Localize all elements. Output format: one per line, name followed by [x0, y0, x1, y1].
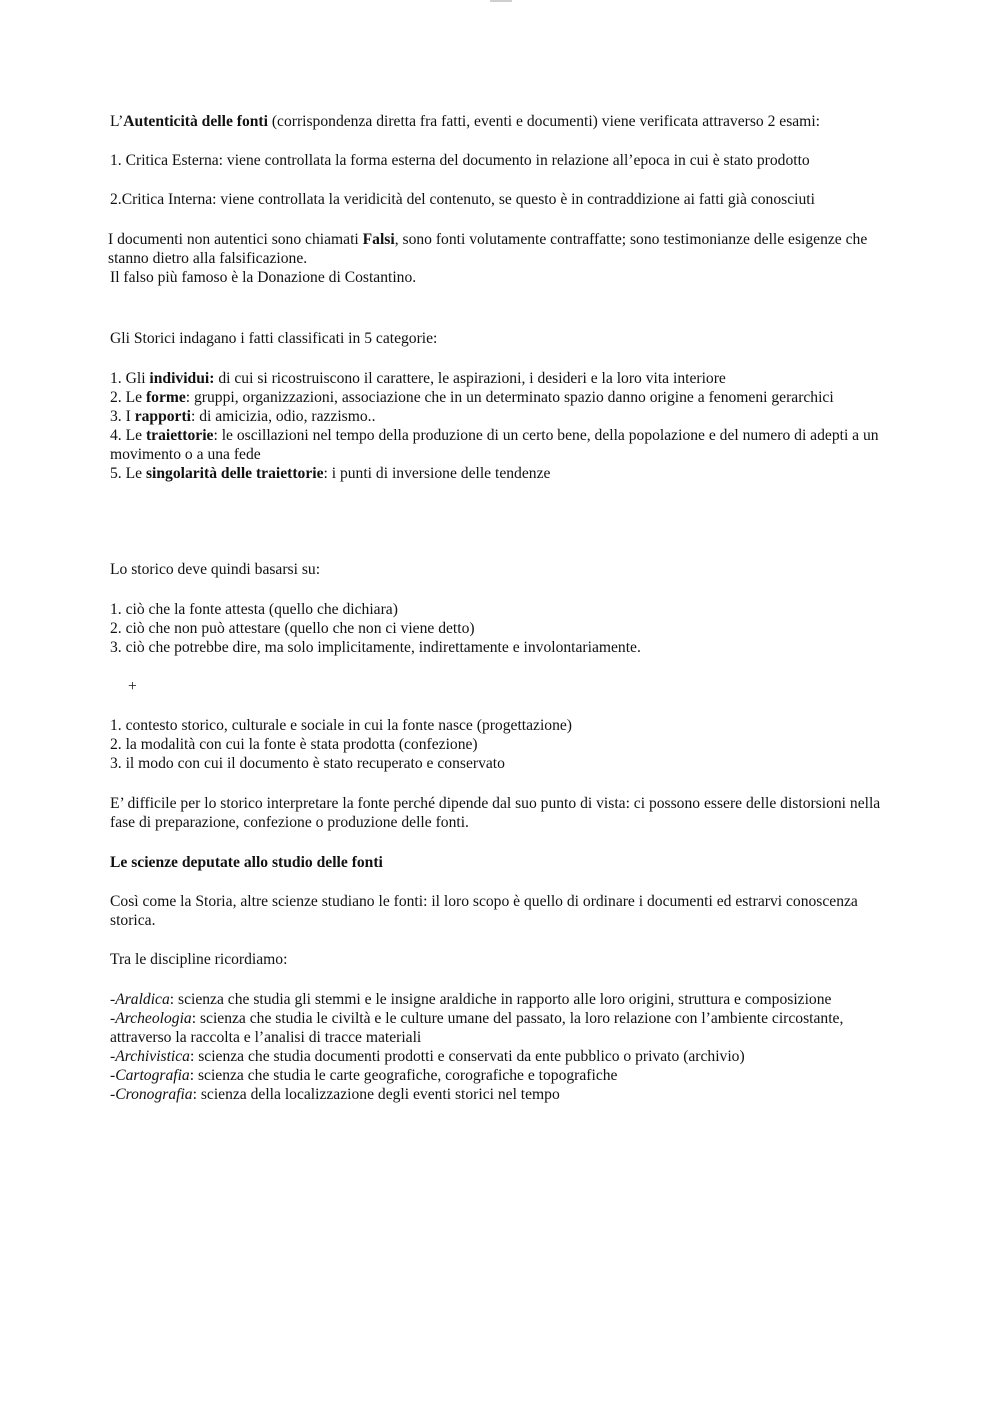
cosi-paragraph: Così come la Storia, altre scienze studiano le fonti: il loro scopo è quello di ordinare i documenti ed estrarvi conoscenza storica.: [110, 893, 858, 929]
difficile-paragraph: E’ difficile per lo storico interpretare la fonte perché dipende dal suo punto di vista: ci possono essere delle distorsioni nella fase di preparazione, confezione o produzione delle fonti.: [110, 795, 881, 831]
list-item: 2. la modalità con cui la fonte è stata prodotta (confezione): [110, 736, 478, 753]
category-item: 1. Gli individui: di cui si ricostruiscono il carattere, le aspirazioni, i desideri e la loro vita interiore: [110, 370, 726, 387]
critica-interna-paragraph: 2.Critica Interna: viene controllata la veridicità del contenuto, se questo è in contraddizione ai fatti già conosciuti: [110, 191, 815, 208]
list-item: 3. il modo con cui il documento è stato recuperato e conservato: [110, 755, 505, 772]
category-item: 3. I rapporti: di amicizia, odio, razzismo..: [110, 408, 376, 425]
category-item: 4. Le traiettorie: le oscillazioni nel tempo della produzione di un certo bene, della popolazione e del numero di adepti a un movimento o a una fede: [110, 427, 879, 463]
category-item: 5. Le singolarità delle traiettorie: i punti di inversione delle tendenze: [110, 465, 551, 482]
discipline-item: -Archeologia: scienza che studia le civiltà e le culture umane del passato, la loro relazione con l’ambiente circostante, attraverso la raccolta e l’analisi di tracce materiali: [110, 1010, 844, 1046]
discipline-intro: Tra le discipline ricordiamo:: [110, 951, 288, 968]
donazione-line: Il falso più famoso è la Donazione di Costantino.: [110, 269, 417, 286]
list-item: 2. ciò che non può attestare (quello che non ci viene detto): [110, 620, 475, 637]
intro-bold-term: Autenticità delle fonti: [123, 113, 268, 130]
discipline-item: -Araldica: scienza che studia gli stemmi e le insigne araldiche in rapporto alle loro origini, struttura e composizione: [110, 991, 832, 1008]
plus-sign: +: [128, 678, 137, 695]
page-header-mark: [490, 0, 512, 2]
category-item: 2. Le forme: gruppi, organizzazioni, associazione che in un determinato spazio danno origine a fenomeni gerarchici: [110, 389, 834, 406]
section-heading: Le scienze deputate allo studio delle fonti: [110, 854, 383, 871]
contesto-list: [110, 716, 885, 773]
basarsi-intro: Lo storico deve quindi basarsi su:: [110, 561, 321, 578]
list-item: 1. ciò che la fonte attesta (quello che dichiara): [110, 601, 398, 618]
fonte-list: [110, 600, 885, 657]
list-item: 3. ciò che potrebbe dire, ma solo implicitamente, indirettamente e involontariamente.: [110, 639, 641, 656]
falsi-bold-term: Falsi: [362, 231, 395, 248]
intro-paragraph: L’Autenticità delle fonti (corrispondenza diretta fra fatti, eventi e documenti) viene verificata attraverso 2 esami:: [110, 113, 820, 130]
falsi-line: I documenti non autentici sono chiamati Falsi, sono fonti volutamente contraffatte; sono testimonianze delle esigenze che stanno dietro alla falsificazione.: [108, 231, 868, 267]
disciplines-list: [110, 990, 885, 1104]
critica-esterna-paragraph: 1. Critica Esterna: viene controllata la forma esterna del documento in relazione all’epoca in cui è stato prodotto: [110, 152, 810, 169]
list-item: 1. contesto storico, culturale e sociale in cui la fonte nasce (progettazione): [110, 717, 572, 734]
discipline-item: -Cronografia: scienza della localizzazione degli eventi storici nel tempo: [110, 1086, 560, 1103]
document-body: [110, 112, 885, 1104]
discipline-item: -Cartografia: scienza che studia le carte geografiche, corografiche e topografiche: [110, 1067, 618, 1084]
categories-list: [110, 369, 885, 483]
falsi-paragraph: [110, 230, 885, 287]
discipline-item: -Archivistica: scienza che studia documenti prodotti e conservati da ente pubblico o privato (archivio): [110, 1048, 745, 1065]
storici-intro: Gli Storici indagano i fatti classificati in 5 categorie:: [110, 330, 438, 347]
